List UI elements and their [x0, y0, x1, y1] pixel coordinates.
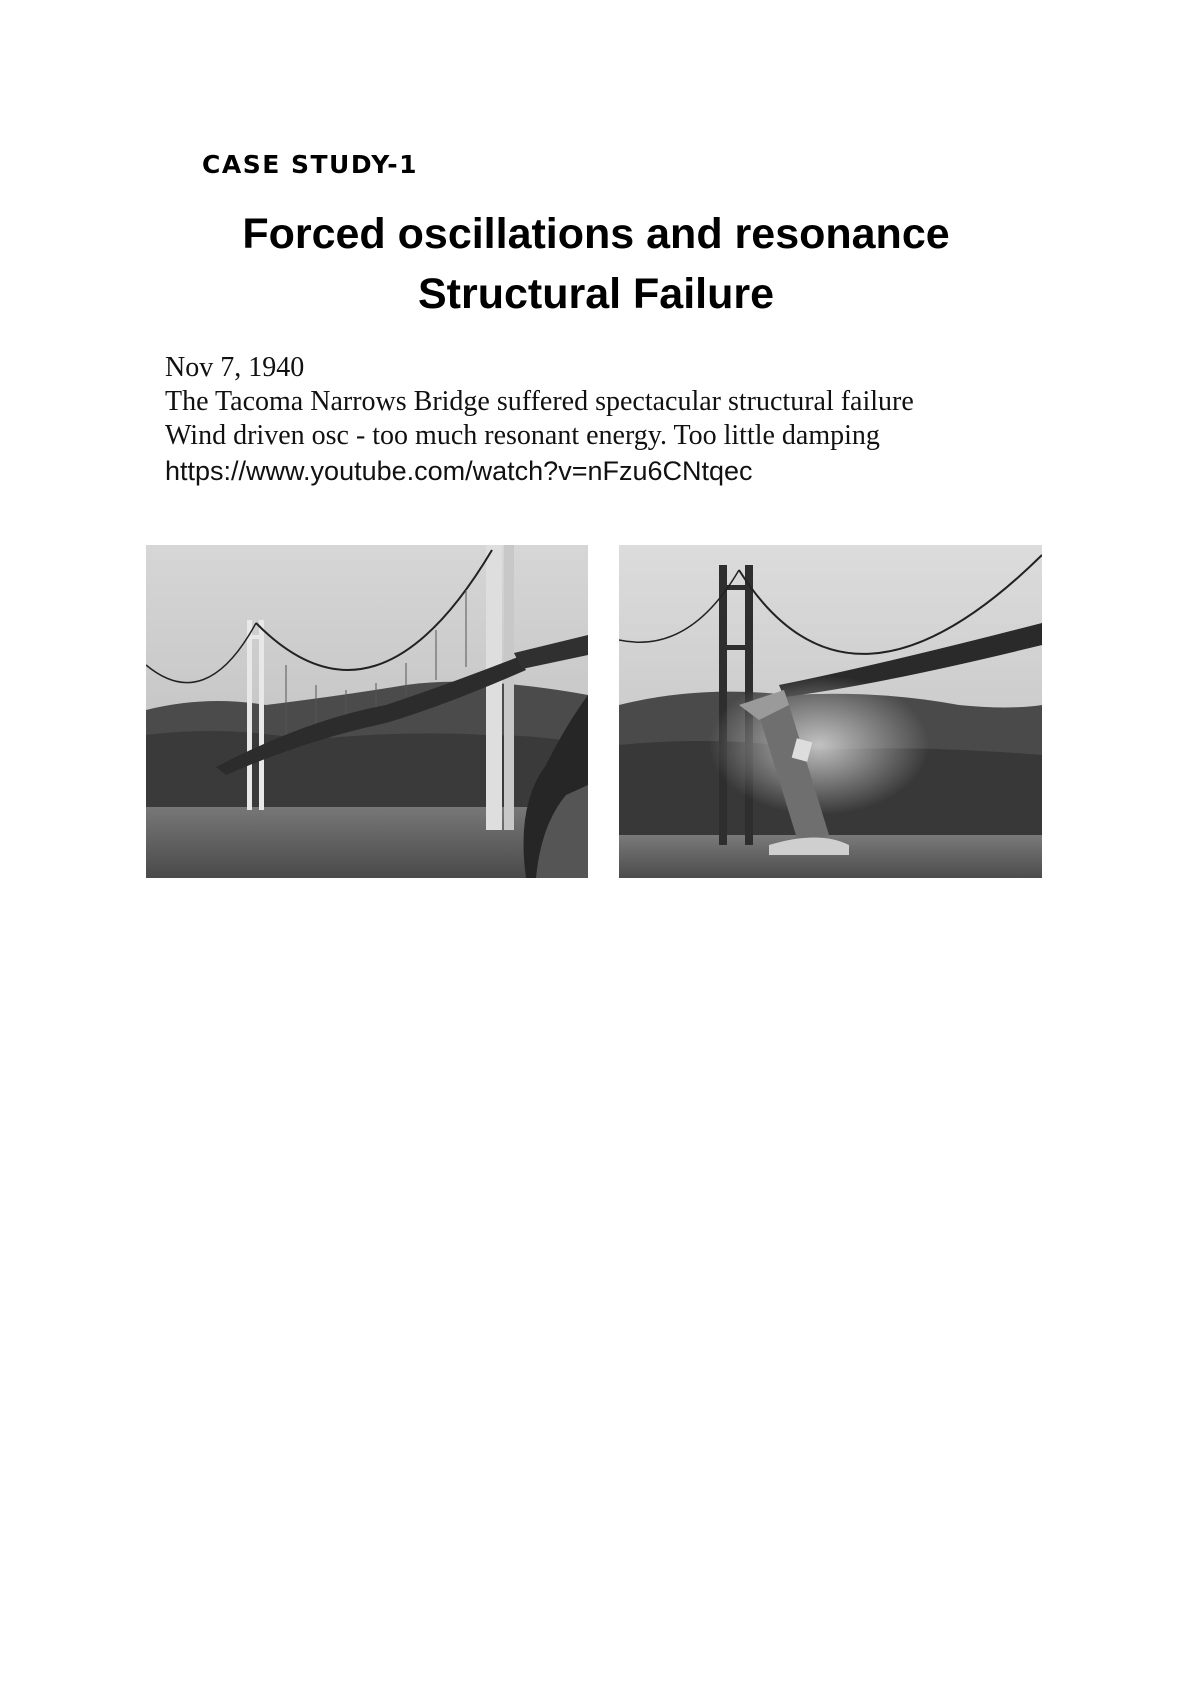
event-date: Nov 7, 1940	[165, 352, 305, 383]
failure-cause: Wind driven osc - too much resonant energy. Too little damping	[165, 420, 880, 451]
bridge-twisting-photo	[146, 545, 588, 878]
page-title-line-2: Structural Failure	[417, 270, 775, 318]
video-link[interactable]: https://www.youtube.com/watch?v=nFzu6CNtqec	[165, 456, 753, 486]
case-study-label: CASE STUDY-1	[202, 150, 418, 179]
event-description: The Tacoma Narrows Bridge suffered spectacular structural failure	[165, 386, 914, 417]
bridge-collapse-photo	[619, 545, 1042, 878]
page-title-line-1: Forced oscillations and resonance	[242, 210, 950, 258]
